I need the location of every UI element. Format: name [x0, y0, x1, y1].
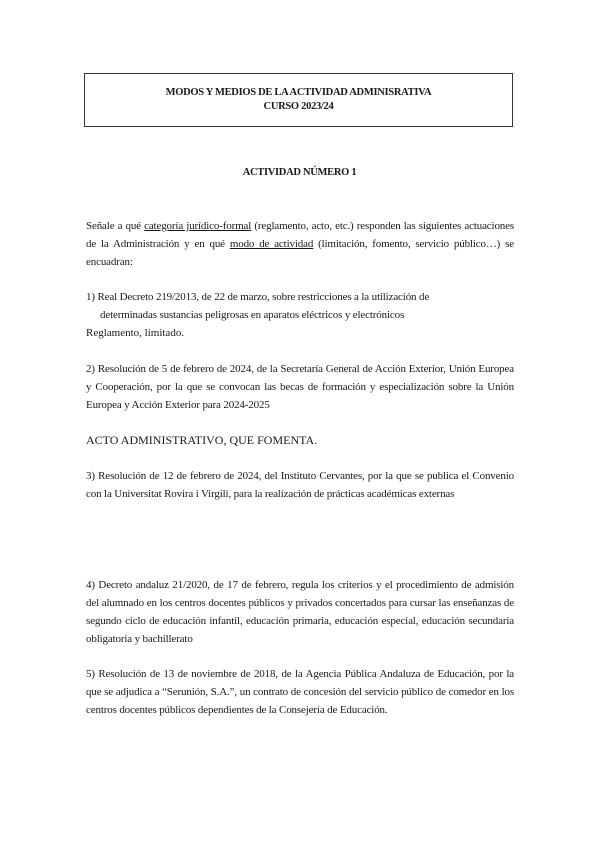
- intro-text-2: (reglamento, acto, etc.) responden las siguientes actuaciones de la Administración y en qué: [86, 220, 515, 250]
- intro-underline-category: categoría jurídico-formal: [144, 220, 252, 232]
- header-course: CURSO 2023/24: [263, 101, 334, 112]
- item-2-answer: ACTO ADMINISTRATIVO, QUE FOMENTA.: [86, 433, 318, 447]
- intro-underline-mode: modo de actividad: [229, 238, 314, 250]
- intro-text-1: Señale a qué: [86, 220, 145, 232]
- header-box: [84, 73, 513, 127]
- intro-paragraph: [86, 217, 514, 271]
- item-1-answer: Reglamento, limitado.: [86, 327, 185, 339]
- item-1-line-first: 1) Real Decreto 219/2013, de 22 de marzo, sobre restricciones a la utilización de: [86, 291, 430, 303]
- item-2: 2) Resolución de 5 de febrero de 2024, de la Secretaría General de Acción Exterior, Unión Europea y Cooperación, por la que se convocan las becas de formación y especialización sobre la Unión Europea y Acción Exterior para 2024-2025: [86, 363, 514, 411]
- item-4: 4) Decreto andaluz 21/2020, de 17 de febrero, regula los criterios y el procedimiento de admisión del alumnado en los centros docentes públicos y privados concertados para cursar las enseñanzas de segundo ciclo de educación infantil, educación primaria, educación especial, educación secundaria obligatoria y bachillerato: [86, 579, 514, 645]
- activity-title: ACTIVIDAD NÚMERO 1: [242, 167, 357, 178]
- item-5: 5) Resolución de 13 de noviembre de 2018, de la Agencia Pública Andaluza de Educación, por la que se adjudica a “Serunión, S.A.”, un contrato de concesión del servicio público de comedor en los centros docentes públicos dependientes de la Consejería de Educación.: [86, 668, 514, 716]
- header-title: MODOS Y MEDIOS DE LA ACTIVIDAD ADMINISRATIVA: [165, 87, 432, 98]
- item-1: [86, 288, 514, 324]
- item-1-line-indent: determinadas sustancias peligrosas en aparatos eléctricos y electrónicos: [100, 309, 405, 321]
- item-3: 3) Resolución de 12 de febrero de 2024, del Instituto Cervantes, por la que se publica el Convenio con la Universitat Rovira i Virgili, para la realización de prácticas académicas externas: [86, 470, 514, 500]
- intro-text-3: (limitación, fomento, servicio público…) se encuadran:: [86, 238, 514, 268]
